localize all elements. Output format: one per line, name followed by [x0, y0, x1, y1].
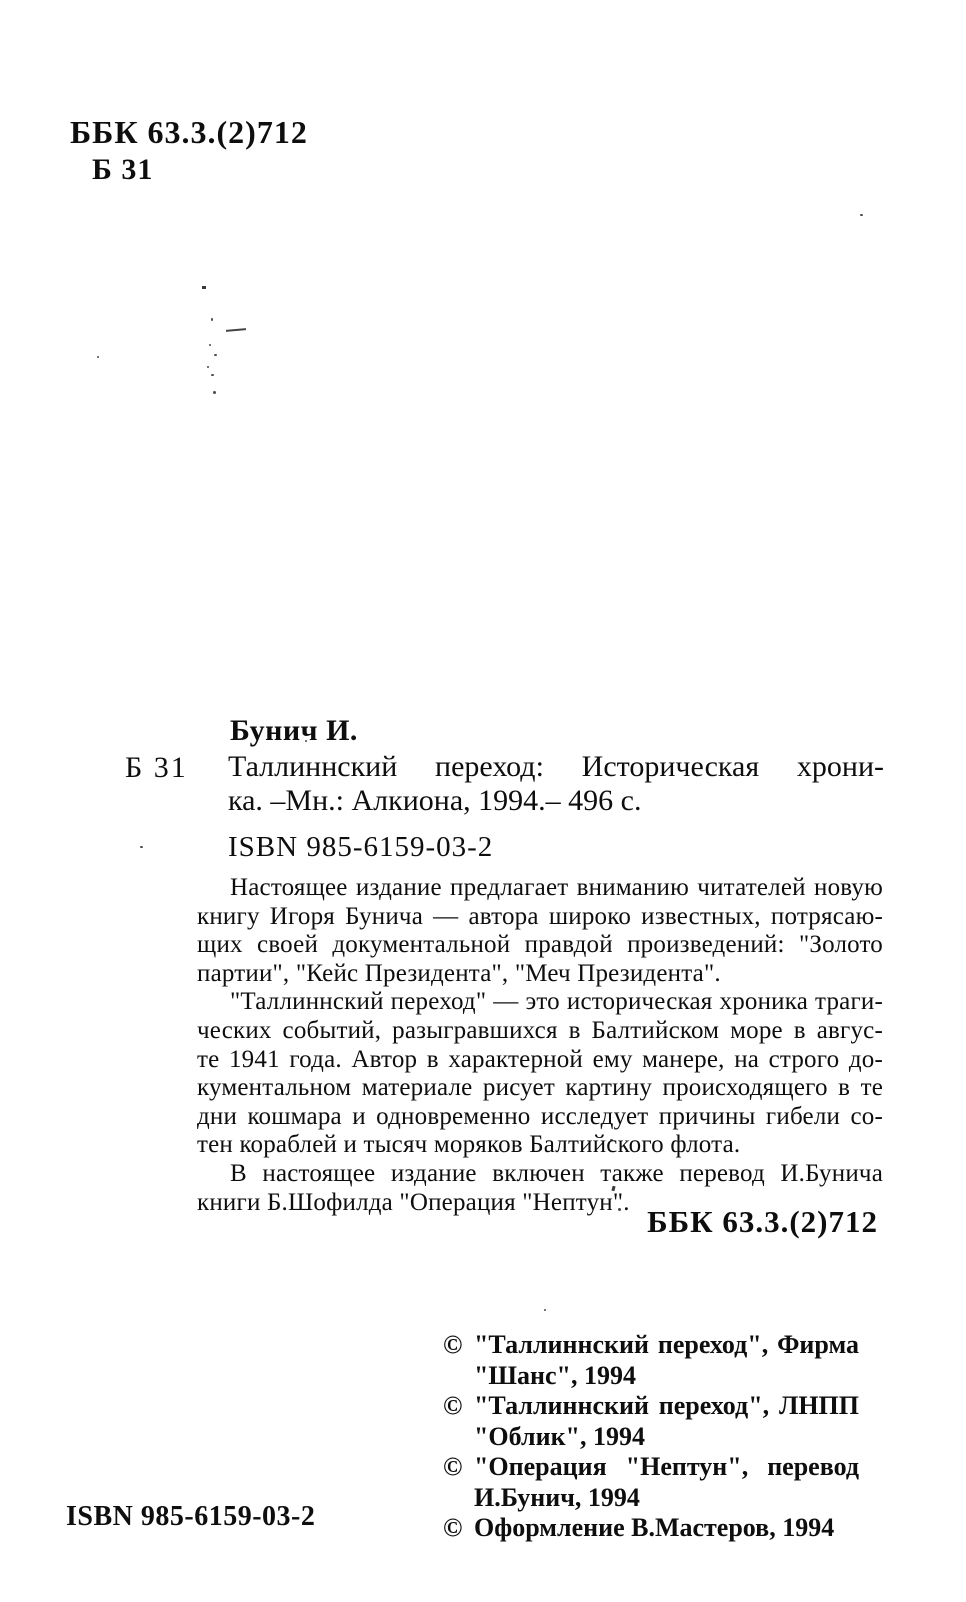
annotation-line: те 1941 года. Автор в характерной ему манере, на строго до- [197, 1045, 883, 1073]
annotation-line: тен кораблей и тысяч моряков Балтийского флота. [197, 1131, 741, 1159]
copyright-icon: © [443, 1330, 463, 1359]
annotation-line: книгу Игоря Бунича — автора широко известных, потрясаю- [197, 902, 883, 930]
copyright-icon: © [443, 1452, 463, 1481]
title-line-1: Таллиннский переход: Историческая хрони- [228, 750, 884, 783]
copyright-block [443, 1330, 873, 1544]
copyright-text [474, 1391, 859, 1452]
copyright-line: Оформление В.Мастеров, 1994 [474, 1513, 835, 1542]
scan-speckle [860, 214, 863, 216]
bbk-classification-top [70, 114, 308, 188]
copyright-line: "Шанс", 1994 [474, 1360, 636, 1390]
scan-speckle [213, 391, 216, 394]
scan-speckle [202, 286, 206, 289]
annotation-line: щих своей документальной правдой произведений: "Золото [197, 931, 883, 959]
scan-speckle [544, 1309, 546, 1311]
copyright-line: "Операция "Нептун", перевод [474, 1452, 859, 1481]
scan-speckle [207, 366, 209, 368]
title-line-2: ка. –Мн.: Алкиона, 1994.– 496 с. [228, 784, 642, 817]
scan-speckle [140, 846, 143, 848]
author-heading: Бунич И. [230, 714, 358, 747]
scan-speckle [209, 344, 211, 346]
annotation-line: кументальном материале рисует картину происходящего в те [197, 1074, 883, 1102]
annotation-line: В настоящее издание включен также перевод И.Бунича [230, 1159, 883, 1187]
copyright-entry [443, 1513, 873, 1544]
bbk-classification-bottom: ББК 63.3.(2)712 [647, 1204, 878, 1239]
annotation-line: Настоящее издание предлагает вниманию читателей новую [230, 874, 883, 901]
copyright-entry [443, 1452, 873, 1513]
annotation-line: дни кошмара и одновременно исследует причины гибели со- [197, 1102, 883, 1130]
copyright-icon: © [443, 1391, 463, 1420]
copyright-entry [443, 1330, 873, 1391]
annotation-line: книги Б.Шофилда "Операция "Нептун". [197, 1188, 630, 1216]
scan-speckle [214, 354, 217, 356]
annotation-line: партии", "Кейс Президента", "Меч Президента". [197, 959, 721, 987]
annotation-text [197, 874, 883, 1217]
copyright-line: И.Бунич, 1994 [474, 1482, 640, 1512]
isbn-bottom: ISBN 985-6159-03-2 [66, 1501, 316, 1532]
copyright-line: "Таллиннский переход", Фирма [474, 1330, 859, 1359]
copyright-icon: © [443, 1513, 463, 1542]
scan-speckle [211, 318, 213, 321]
annotation-line: ческих событий, разыгравшихся в Балтийском море в авгус- [197, 1016, 883, 1044]
copyright-entry [443, 1391, 873, 1452]
bbk-code: ББК 63.3.(2)712 [70, 114, 308, 150]
scan-speckle [97, 356, 99, 358]
copyright-line: "Облик", 1994 [474, 1421, 645, 1451]
annotation-line: "Таллиннский переход" — это историческая хроника траги- [230, 988, 883, 1016]
copyright-text [474, 1330, 859, 1391]
copyright-line: "Таллиннский переход", ЛНПП [474, 1391, 859, 1420]
copyright-text [474, 1452, 859, 1513]
catalog-entry-title [228, 750, 884, 818]
isbn-line: ISBN 985-6159-03-2 [228, 831, 494, 863]
author-sign-code: Б 31 [92, 153, 154, 186]
scan-speckle [226, 328, 246, 332]
catalog-index-code: Б 31 [125, 751, 188, 784]
copyright-text [474, 1513, 859, 1544]
scan-speckle [211, 374, 214, 376]
